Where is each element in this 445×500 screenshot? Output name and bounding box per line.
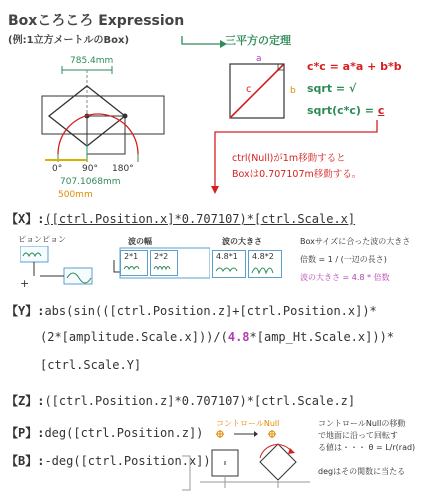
wave-width-heading: 波の幅 bbox=[128, 237, 152, 246]
equation-2: sqrt = √ bbox=[307, 82, 357, 95]
control-rotation-figure bbox=[200, 428, 310, 490]
deg90-label: 90° bbox=[82, 164, 98, 174]
wave-note-1: Boxサイズに合った波の大きさ bbox=[300, 237, 411, 246]
side-b-label: b bbox=[290, 86, 296, 96]
square-box bbox=[87, 116, 125, 154]
move-label: 707.1068mm bbox=[60, 177, 121, 187]
page-title: Boxころころ Expression bbox=[8, 13, 185, 29]
expr-x: 【X】:([ctrl.Position.x]*0.707107)*[ctrl.Scale.x] bbox=[6, 212, 356, 226]
expr-y-line3: [ctrl.Scale.Y] bbox=[40, 358, 142, 372]
wave-size-heading: 波の大きさ bbox=[222, 237, 262, 246]
control-note-4: degはその関数に当たる bbox=[318, 467, 406, 476]
control-note-1: コントロールNullの移動 bbox=[318, 419, 406, 428]
note-line-2: Boxは0.707107m移動する。 bbox=[232, 169, 362, 180]
wave-size-box-2: 4.8*2 bbox=[248, 250, 282, 278]
wave-note-3: 波の大きさ = 4.8 * 倍数 bbox=[300, 273, 390, 282]
wave-note-2: 倍数 = 1 / (一辺の長さ) bbox=[300, 255, 387, 264]
expr-b: 【B】:-deg([ctrl.Position.x]) bbox=[6, 454, 211, 468]
width-label: 785.4mm bbox=[70, 56, 114, 66]
expr-y-line2: (2*[amplitude.Scale.x]))/(4.8*[amp_Ht.Scale.x]))* bbox=[40, 330, 395, 344]
ground-rect bbox=[42, 96, 164, 134]
note-line-1: ctrl(Null)が1m移動すると bbox=[232, 153, 346, 164]
wave-diagram bbox=[20, 246, 210, 296]
box-rotation-figure bbox=[0, 44, 200, 194]
half-label: 500mm bbox=[58, 190, 93, 200]
side-c-label: c bbox=[246, 84, 252, 95]
control-note-3: る値は・・・ θ = L/r(rad) bbox=[318, 443, 416, 452]
side-a-label: a bbox=[256, 54, 262, 64]
wave-width-box-1: 2*1 bbox=[120, 250, 148, 276]
expr-p: 【P】:deg([ctrl.Position.z]) bbox=[6, 426, 204, 440]
bracket-icon bbox=[180, 454, 200, 494]
equation-1: c*c = a*a + b*b bbox=[307, 60, 402, 73]
expr-y-line1: 【Y】:abs(sin(([ctrl.Position.z]+[ctrl.Position.x])* bbox=[6, 304, 377, 318]
equation-3: sqrt(c*c) = c bbox=[307, 104, 385, 117]
pythagoras-heading: 三平方の定理 bbox=[225, 34, 291, 47]
control-heading: コントロールNull bbox=[216, 419, 280, 428]
expr-z: 【Z】:([ctrl.Position.z]*0.707107)*[ctrl.Scale.z] bbox=[6, 394, 356, 408]
plus-sign: + bbox=[20, 277, 30, 290]
page-subtitle: (例:1立方メートルのBox) bbox=[8, 35, 130, 46]
pyon-label: ピョンピョン bbox=[18, 235, 66, 244]
wave-size-box-1: 4.8*1 bbox=[212, 250, 246, 278]
control-note-2: で地面に沿って回転す bbox=[318, 431, 398, 440]
deg180-label: 180° bbox=[112, 164, 134, 174]
deg0-label: 0° bbox=[52, 164, 63, 174]
wave-width-box-2: 2*2 bbox=[150, 250, 178, 276]
